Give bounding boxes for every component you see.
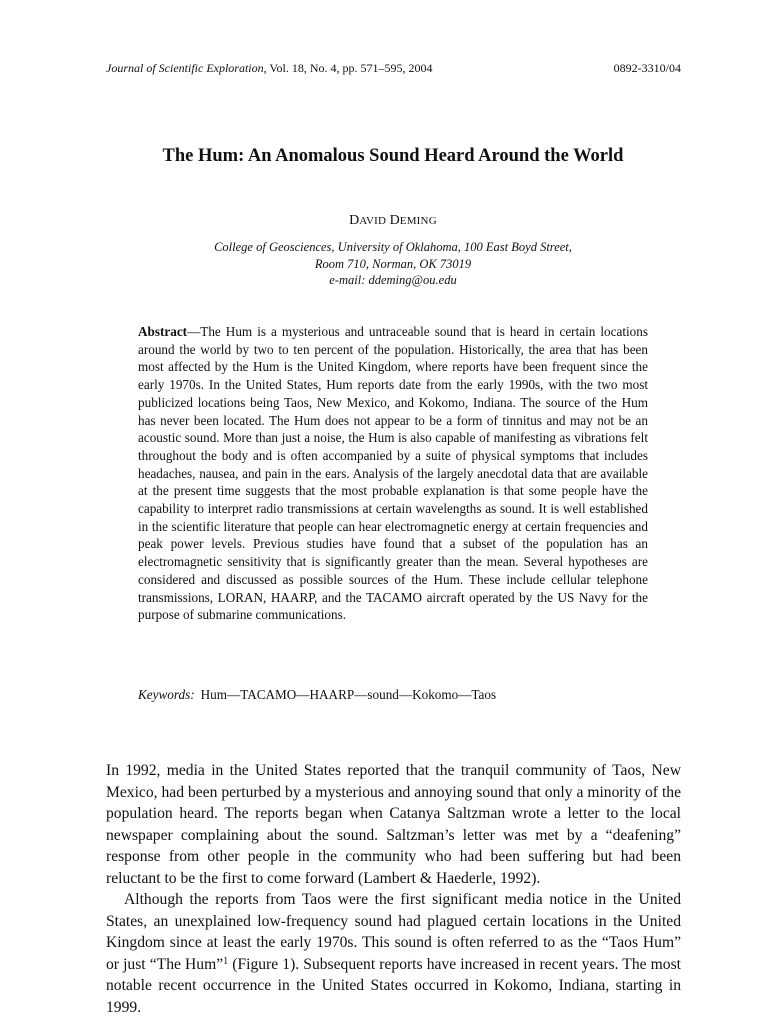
keywords-label: Keywords: bbox=[138, 687, 195, 702]
volume-info: , Vol. 18, No. 4, pp. 571–595, 2004 bbox=[263, 61, 433, 75]
author-name: DAVID DEMING bbox=[349, 213, 437, 228]
author-email: e-mail: ddeming@ou.edu bbox=[329, 273, 457, 287]
affiliation-line: Room 710, Norman, OK 73019 bbox=[314, 256, 472, 271]
footnote-marker[interactable]: 1 bbox=[223, 955, 229, 967]
issn: 0892-3310/04 bbox=[613, 61, 681, 75]
journal-name: Journal of Scientific Exploration bbox=[106, 61, 264, 75]
body-paragraph: In 1992, media in the United States reported that the tranquil community of Taos, New Mexico, had been perturbed by a mysterious and annoying sound that only a minority of the population heard. The reports began when Catanya Saltzman wrote a letter to the local newspaper complaining about the sound. Saltzman’s letter was met by a “deafening” response from other people in the community who had been suffering but had been reluctant to be the first to come forward (Lambert & Haederle, 1992). bbox=[106, 762, 681, 887]
article-title: The Hum: An Anomalous Sound Heard Around the World bbox=[162, 146, 624, 166]
journal-citation bbox=[106, 60, 433, 76]
abstract-label: Abstract bbox=[138, 324, 188, 339]
keywords bbox=[138, 686, 648, 704]
abstract bbox=[138, 323, 648, 624]
affiliation-line: College of Geosciences, University of Oklahoma, 100 East Boyd Street, bbox=[214, 240, 572, 254]
abstract-text: —The Hum is a mysterious and untraceable sound that is heard in certain locations around the world by two to ten percent of the population. Historically, the area that has been most affected by the Hum is the United Kingdom, where reports have been frequent since the early 1970s. In the United States, Hum reports date from the early 1990s, with the two most publicized locations being Taos, New Mexico, and Kokomo, Indiana. The source of the Hum has never been located. The Hum does not appear to be a form of tinnitus and may not be an acoustic sound. More than just a noise, the Hum is also capable of manifesting as vibrations felt throughout the body and is often accompanied by a suite of physical symptoms that includes headaches, nausea, and pain in the ears. Analysis of the largely anecdotal data that are available at the present time suggests that the most probable explanation is that some people have the capability to interpret radio transmissions at certain wavelengths as sound. It is well established in the scientific literature that people can hear electromagnetic energy at certain frequencies and peak power levels. Previous studies have found that a subset of the population has an electromagnetic sensitivity that is significantly greater than the mean. Several hypotheses are considered and discussed as possible sources of the Hum. These include cellular telephone transmissions, LORAN, HAARP, and the TACAMO aircraft operated by the US Navy for the purpose of submarine communications. bbox=[138, 324, 648, 623]
body-paragraph: Although the reports from Taos were the first significant media notice in the United States, an unexplained low-frequency sound had plagued certain locations in the United Kingdom since at least the early 1970s. This sound is often referred to as the “Taos Hum” or just “The Hum”$^1$ (Figure 1). Subsequent reports have increased in recent years. The most notable recent occurrence in the United States occurred in Kokomo, Indiana, starting in 1999. bbox=[106, 891, 681, 1016]
article-body bbox=[106, 760, 681, 1018]
author-affiliation bbox=[0, 239, 768, 289]
keywords-list: Hum—TACAMO—HAARP—sound—Kokomo—Taos bbox=[200, 687, 497, 702]
